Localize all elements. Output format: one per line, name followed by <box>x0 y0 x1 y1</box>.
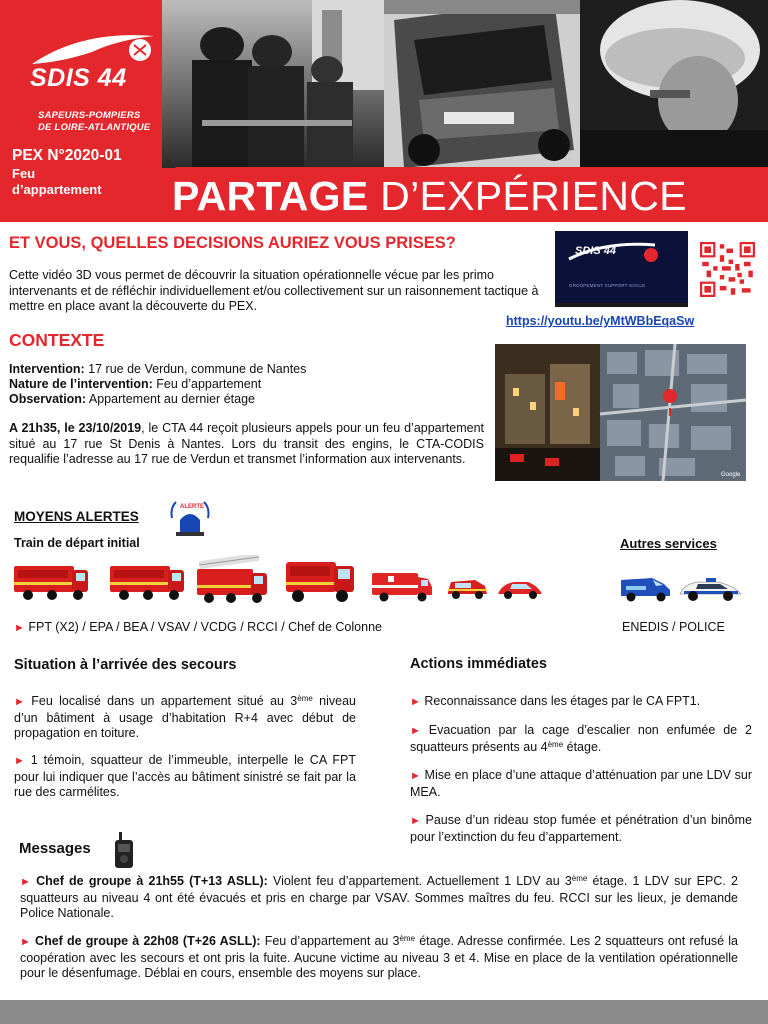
title-bold: PARTAGE <box>172 173 369 219</box>
message-2-label: Chef de groupe à 22h08 (T+26 ASLL): <box>30 934 261 948</box>
message-2 <box>20 934 738 982</box>
superscript: ème <box>297 694 313 703</box>
intro-text: Cette vidéo 3D vous permet de découvrir la situation opérationnelle vécue par les primo intervenants et de réfléchir individuellement et/ou collectivement sur un raisonnement tactique à mettre en place avant la découverte du PEX. <box>9 268 539 313</box>
map-credit: Google <box>721 472 741 478</box>
bullet-arrow-icon: ► <box>14 622 25 634</box>
fpt-truck-2-icon <box>108 562 186 602</box>
bullet-arrow-icon: ► <box>14 696 25 708</box>
nature-line <box>9 377 261 391</box>
autres-services-heading: Autres services <box>620 536 717 551</box>
train-heading: Train de départ initial <box>14 536 140 550</box>
action-item-4-text: Pause d’un rideau stop fumée et pénétration d’un binôme pour l’extinction du feu d’appartement. <box>410 813 752 844</box>
enedis-van-icon <box>618 572 673 604</box>
vsav-ambulance-icon <box>370 569 434 603</box>
pex-type-line1: Feu <box>12 166 36 181</box>
autres-services-list: ENEDIS / POLICE <box>622 620 725 634</box>
nature-value: Feu d’appartement <box>152 377 262 391</box>
video-thumbnail-art <box>555 231 688 307</box>
superscript: ème <box>571 874 588 883</box>
intervention-map-image <box>495 344 746 481</box>
video-thumbnail[interactable] <box>555 231 688 307</box>
situation-heading: Situation à l’arrivée des secours <box>14 657 237 673</box>
firefighters-photo <box>162 0 384 168</box>
intervention-label: Intervention: <box>9 362 85 376</box>
logo-name: SDIS 44 <box>30 64 127 92</box>
title-light: D’EXPÉRIENCE <box>368 173 687 219</box>
moyens-list <box>14 620 382 634</box>
intervention-value: 17 rue de Verdun, commune de Nantes <box>84 362 307 376</box>
police-car-icon <box>678 574 743 604</box>
alert-beacon-icon <box>166 498 214 536</box>
actions-heading: Actions immédiates <box>410 656 547 672</box>
video-link[interactable]: https://youtu.be/yMtWBbEqaSw <box>506 314 695 328</box>
contexte-text: , le CTA 44 reçoit plusieurs appels pour un feu d’appartement situé au 17 rue St Denis à Nantes. Lors du transit des engins, le CTA-CODIS requalifie l’adresse au 17 rue de Verdun et transmet l’information aux intervenants. <box>9 421 485 466</box>
situation-item-2 <box>14 753 356 801</box>
fpt-truck-1-icon <box>12 562 90 602</box>
logo-tagline-1: SAPEURS-POMPIERS <box>38 110 141 121</box>
intervention-line <box>9 362 306 376</box>
message-1-label: Chef de groupe à 21h55 (T+13 ASLL): <box>30 874 268 888</box>
qr-code-icon <box>700 242 755 297</box>
action-item-3 <box>410 768 752 800</box>
bea-truck-icon <box>284 556 357 604</box>
bullet-arrow-icon: ► <box>20 936 31 948</box>
superscript: ème <box>547 739 564 749</box>
sdis-logo <box>22 28 162 133</box>
fire-truck-photo <box>384 0 580 168</box>
bullet-arrow-icon: ► <box>410 725 421 737</box>
bullet-arrow-icon: ► <box>14 755 25 767</box>
situation-item-1-text: Feu localisé dans un appartement situé au 3 <box>24 694 298 708</box>
action-item-3-text: Mise en place d’une attaque d’atténuation par une LDV sur MEA. <box>410 768 752 799</box>
video-thumbnail-caption: GROUPEMENT SUPPORT SOCLE <box>569 283 646 288</box>
rcci-car-icon <box>496 576 544 602</box>
message-1-text-cont: étage. 1 LDV sur EPC. 2 squatteurs au niveau 4 ont été évacués et pris en charge par VSAV. Sommes maîtres du feu. RCCI sur les lieux, je demande Police Nationale. <box>20 874 738 920</box>
contexte-heading: CONTEXTE <box>9 330 105 350</box>
firefighter-helmet-photo <box>580 0 768 168</box>
message-2-text: Feu d’appartement au 3 <box>260 934 400 948</box>
contexte-date: A 21h35, le 23/10/2019 <box>9 421 142 435</box>
radio-walkie-talkie-icon <box>112 832 136 868</box>
footer-bar <box>0 1000 768 1024</box>
situation-item-1 <box>14 694 356 742</box>
logo-tagline-2: DE LOIRE-ATLANTIQUE <box>38 122 151 133</box>
epa-ladder-truck-icon <box>195 555 270 605</box>
alert-label: ALERTE <box>180 504 204 510</box>
question-heading: ET VOUS, QUELLES DECISIONS AURIEZ VOUS PRISES? <box>9 234 456 252</box>
action-item-2 <box>410 723 752 755</box>
bullet-arrow-icon: ► <box>410 815 421 827</box>
video-thumbnail-logo: SDIS 44 <box>575 245 616 257</box>
nature-label: Nature de l’intervention: <box>9 377 153 391</box>
vcdg-car-icon <box>445 574 490 602</box>
moyens-heading: MOYENS ALERTES <box>14 509 139 524</box>
bullet-arrow-icon: ► <box>410 770 421 782</box>
pex-code: PEX N°2020-01 <box>12 147 122 164</box>
action-item-1 <box>410 694 752 711</box>
header-banner <box>0 0 768 222</box>
contexte-paragraph <box>9 421 484 468</box>
situation-item-1-text-cont: niveau d’un bâtiment à usage d’habitation R+4 avec début de propagation en toiture. <box>14 694 356 740</box>
pex-type-line2: d’appartement <box>12 182 102 197</box>
header-photo-strip <box>162 0 768 168</box>
observation-value: Appartement au dernier étage <box>86 392 255 406</box>
bullet-arrow-icon: ► <box>410 696 421 708</box>
messages-heading: Messages <box>19 840 91 857</box>
message-1 <box>20 874 738 922</box>
message-1-text: Violent feu d’appartement. Actuellement 1 LDV au 3 <box>267 874 572 888</box>
situation-item-2-text: 1 témoin, squatteur de l’immeuble, interpelle le CA FPT pour lui indiquer que l’accès au bâtiment sinistré se fait par la rue des carmélites. <box>14 753 356 799</box>
message-2-text-cont: étage. Adresse confirmée. Les 2 squatteurs ont refusé la coopération avec les secours et ont pris la fuite. Aucune victime au niveau 3 et 4. Mise en place de la ventilation opérationnelle pour le désenfumage. Déblai en cours, ensemble des moyens sur place. <box>20 934 738 980</box>
bullet-arrow-icon: ► <box>20 876 31 888</box>
action-item-1-text: Reconnaissance dans les étages par le CA FPT1. <box>420 694 701 708</box>
moyens-list-text: FPT (X2) / EPA / BEA / VSAV / VCDG / RCCI / Chef de Colonne <box>24 620 382 634</box>
action-item-2-text-cont: étage. <box>563 739 602 754</box>
action-item-2-text: Evacuation par la cage d’escalier non enfumée de 2 squatteurs présents au 4 <box>410 723 752 754</box>
observation-line <box>9 392 255 406</box>
observation-label: Observation: <box>9 392 87 406</box>
superscript: ème <box>399 934 416 943</box>
action-item-4 <box>410 813 752 845</box>
page-title <box>172 173 687 220</box>
